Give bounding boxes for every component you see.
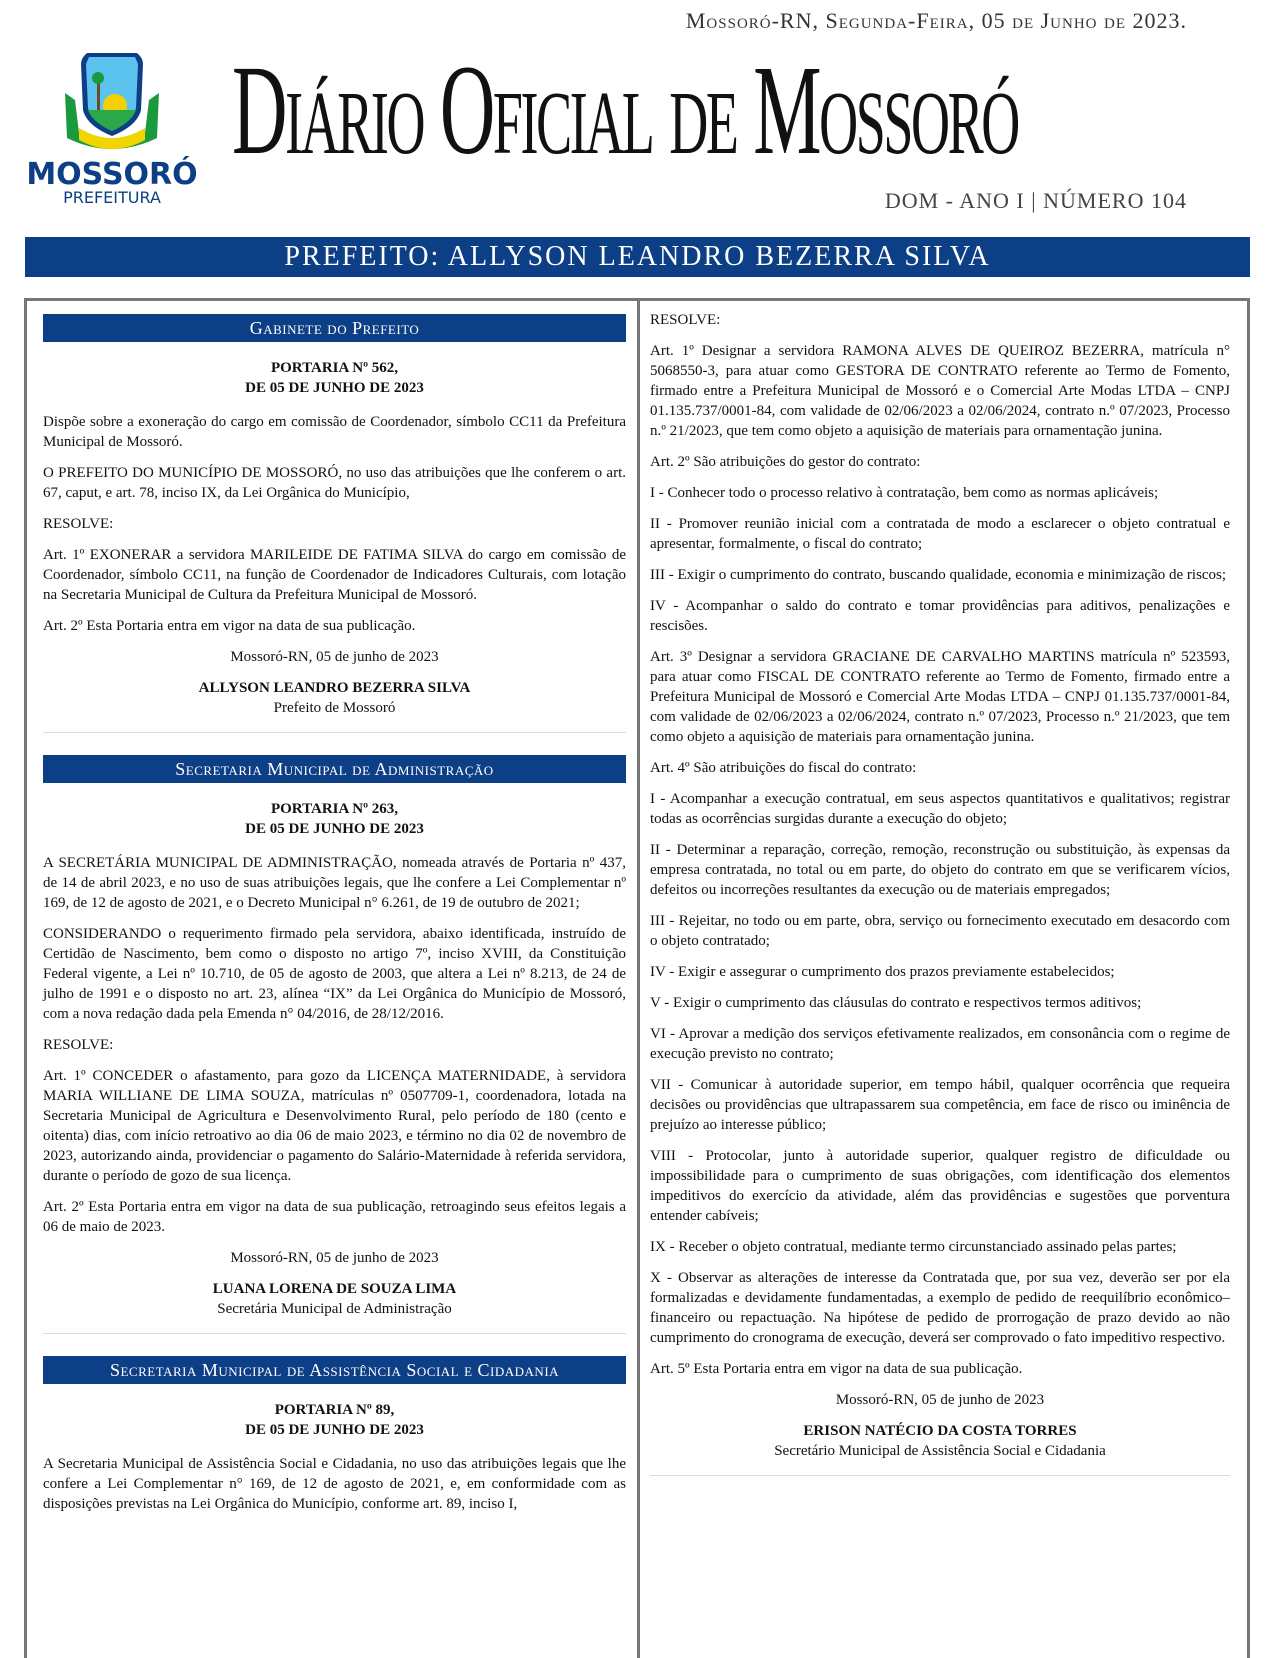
masthead-title: Diário Oficial de Mossoró [232, 39, 1018, 181]
right-column [650, 310, 1230, 1498]
paragraph: Art. 3º Designar a servidora GRACIANE DE CARVALHO MARTINS matrícula nº 523593, para atuar como FISCAL DE CONTRATO referente ao Termo de Fomento, firmado entre a Prefeitura Municipal de Mossoró e Comercial Arte Modas LTDA – CNPJ 01.135.737/0001-84, com validade de 02/06/2023 a 02/06/2024, contrato n.º 07/2023, Processo n.º 21/2023, que tem como objeto a aquisição de materiais para ornamentação junina. [650, 649, 1230, 745]
place-date: Mossoró-RN, 05 de junho de 2023 [230, 1250, 439, 1266]
paragraph: III - Exigir o cumprimento do contrato, buscando qualidade, economia e minimização de riscos; [650, 567, 1227, 583]
coat-of-arms-icon [57, 48, 167, 158]
signer-name: LUANA LORENA DE SOUZA LIMA [212, 1281, 457, 1297]
paragraph: Art. 5º Esta Portaria entra em vigor na data de sua publicação. [650, 1361, 1023, 1377]
paragraph: VI - Aprovar a medição dos serviços efetivamente realizados, em consonância com o regime de execução previsto no contrato; [650, 1026, 1230, 1062]
act-date: DE 05 DE JUNHO DE 2023 [245, 380, 424, 396]
paragraph: O PREFEITO DO MUNICÍPIO DE MOSSORÓ, no uso das atribuições que lhe conferem o art. 67, caput, e art. 78, inciso IX, da Lei Orgânica do Município, [43, 465, 626, 501]
section-header: Secretaria Municipal de Administração [43, 755, 626, 783]
section-header: Secretaria Municipal de Assistência Social e Cidadania [43, 1356, 626, 1384]
paragraph: RESOLVE: [650, 312, 721, 328]
place-date: Mossoró-RN, 05 de junho de 2023 [230, 649, 439, 665]
logo-name: MOSSORÓ [26, 157, 198, 192]
paragraph: CONSIDERANDO o requerimento firmado pela servidora, abaixo identificada, instruído de Certidão de Nascimento, bem como o disposto no artigo 7º, inciso XVIII, da Constituição Federal vigente, a Lei nº 10.710, de 05 de agosto de 2003, que altera a Lei nº 8.213, de 24 de julho de 1991 e o disposto no art. 23, alínea “IX” da Lei Orgânica do Município de Mossoró, com a nova redação dada pela Emenda n° 04/2016, de 28/12/2016. [43, 926, 626, 1022]
paragraph: A SECRETÁRIA MUNICIPAL DE ADMINISTRAÇÃO, nomeada através de Portaria nº 437, de 14 de abril 2023, e no uso de suas atribuições legais, que lhe confere a Lei Complementar nº 169, de 12 de agosto de 2021, e o Decreto Municipal n° 6.261, de 19 de outubro de 2021; [43, 855, 626, 911]
paragraph: I - Acompanhar a execução contratual, em seus aspectos quantitativos e qualitativos; registrar todas as ocorrências surgidas durante a execução do objeto; [650, 791, 1230, 827]
paragraph: RESOLVE: [43, 1037, 114, 1053]
paragraph: A Secretaria Municipal de Assistência Social e Cidadania, no uso das atribuições legais que lhe confere a Lei Complementar n° 169, de 12 de agosto de 2021, e, em conformidade com as disposições previstas na Lei Orgânica do Município, conforme art. 89, inciso I, [43, 1456, 626, 1512]
paragraph: Art. 2º Esta Portaria entra em vigor na data de sua publicação. [43, 618, 416, 634]
act-title: PORTARIA Nº 263, [270, 801, 399, 817]
logo-sub: PREFEITURA [63, 188, 161, 207]
act-date: DE 05 DE JUNHO DE 2023 [245, 821, 424, 837]
issue-number: DOM - ANO I | NÚMERO 104 [884, 188, 1187, 213]
signer-name: ALLYSON LEANDRO BEZERRA SILVA [198, 680, 471, 696]
paragraph: I - Conhecer todo o processo relativo à contratação, bem como as normas aplicáveis; [650, 485, 1159, 501]
separator [43, 732, 626, 733]
signer-role: Prefeito de Mossoró [273, 700, 396, 716]
place-date: Mossoró-RN, 05 de junho de 2023 [835, 1392, 1045, 1408]
paragraph: IV - Exigir e assegurar o cumprimento dos prazos previamente estabelecidos; [650, 964, 1115, 980]
paragraph: VIII - Protocolar, junto à autoridade superior, qualquer registro de dificuldade ou impossibilidade para o cumprimento de suas obrigações, com identificação dos elementos impeditivos do exercício da atividade, além das providências e sugestões que porventura entender cabíveis; [650, 1148, 1230, 1224]
left-column [43, 310, 626, 1525]
paragraph: IV - Acompanhar o saldo do contrato e tomar providências para aditivos, penalizações e rescisões. [650, 598, 1230, 634]
logo [22, 48, 202, 208]
separator [43, 1333, 626, 1334]
section-header: Gabinete do Prefeito [43, 314, 626, 342]
paragraph: VII - Comunicar à autoridade superior, em tempo hábil, qualquer ocorrência que requeira decisões ou providências que ultrapassarem sua competência, em face de risco ou iminência de prejuízo ao interesse público; [650, 1077, 1230, 1133]
paragraph: RESOLVE: [43, 516, 114, 532]
paragraph: Art. 2º Esta Portaria entra em vigor na data de sua publicação, retroagindo seus efeitos legais a 06 de maio de 2023. [43, 1199, 626, 1235]
signer-role: Secretário Municipal de Assistência Social e Cidadania [774, 1443, 1106, 1459]
signer-name: ERISON NATÉCIO DA COSTA TORRES [803, 1423, 1077, 1439]
act-date: DE 05 DE JUNHO DE 2023 [245, 1422, 424, 1438]
paragraph: Art. 1º EXONERAR a servidora MARILEIDE DE FATIMA SILVA do cargo em comissão de Coordenador, símbolo CC11, na função de Coordenador de Indicadores Culturais, com lotação na Secretaria Municipal de Cultura da Prefeitura Municipal de Mossoró. [43, 547, 626, 603]
dateline: Mossoró-RN, Segunda-Feira, 05 de Junho de 2023. [685, 8, 1187, 33]
paragraph: IX - Receber o objeto contratual, mediante termo circunstanciado assinado pelas partes; [650, 1239, 1177, 1255]
paragraph: II - Determinar a reparação, correção, remoção, reconstrução ou substituição, às expensas da empresa contratada, no total ou em parte, do objeto do contrato em que se verificarem vícios, defeitos ou incorreções resultantes da execução ou de materiais empregados; [650, 842, 1230, 898]
paragraph: X - Observar as alterações de interesse da Contratada que, por sua vez, deverão ser por ela formalizadas e devidamente fundamentadas, a exemplo de pedido de reequilíbrio econômico–financeiro ou repactuação. Na hipótese de pedido de prorrogação de prazo devido ao não cumprimento do cronograma de execução, deverá ser comprovado o fato impeditivo respectivo. [650, 1270, 1230, 1346]
signer-role: Secretária Municipal de Administração [217, 1301, 452, 1317]
act-title: PORTARIA Nº 562, [270, 360, 399, 376]
paragraph: III - Rejeitar, no todo ou em parte, obra, serviço ou fornecimento executado em desacordo com o objeto contratado; [650, 913, 1230, 949]
column-divider [637, 298, 640, 1658]
separator [650, 1475, 1230, 1476]
paragraph: Art. 1º CONCEDER o afastamento, para gozo da LICENÇA MATERNIDADE, à servidora MARIA WILLIANE DE LIMA SOUZA, matrículas nº 0507709-1, coordenadora, lotada na Secretaria Municipal de Agricultura e Desenvolvimento Rural, pelo período de 180 (cento e oitenta) dias, com início retroativo ao dia 06 de maio 2023, e término no dia 02 de novembro de 2023, autorizando ainda, providenciar o pagamento do Salário-Maternidade à referida servidora, durante o período de gozo de sua licença. [43, 1068, 626, 1184]
paragraph: II - Promover reunião inicial com a contratada de modo a esclarecer o objeto contratual e apresentar, formalmente, o fiscal do contrato; [650, 516, 1230, 552]
paragraph: Art. 1º Designar a servidora RAMONA ALVES DE QUEIROZ BEZERRA, matrícula n° 5068550-3, para atuar como GESTORA DE CONTRATO referente ao Termo de Fomento, firmado entre a Prefeitura Municipal de Mossoró e o Comercial Arte Modas LTDA – CNPJ 01.135.737/0001-84, com validade de 02/06/2023 a 02/06/2024, contrato n.º 07/2023, Processo n.º 21/2023, que tem como objeto a aquisição de materiais para ornamentação junina. [650, 343, 1230, 439]
paragraph: Dispõe sobre a exoneração do cargo em comissão de Coordenador, símbolo CC11 da Prefeitura Municipal de Mossoró. [43, 414, 626, 450]
paragraph: Art. 2º São atribuições do gestor do contrato: [650, 454, 921, 470]
paragraph: V - Exigir o cumprimento das cláusulas do contrato e respectivos termos aditivos; [650, 995, 1142, 1011]
act-title: PORTARIA Nº 89, [274, 1402, 395, 1418]
paragraph: Art. 4º São atribuições do fiscal do contrato: [650, 760, 917, 776]
mayor-band: PREFEITO: ALLYSON LEANDRO BEZERRA SILVA [25, 237, 1250, 277]
